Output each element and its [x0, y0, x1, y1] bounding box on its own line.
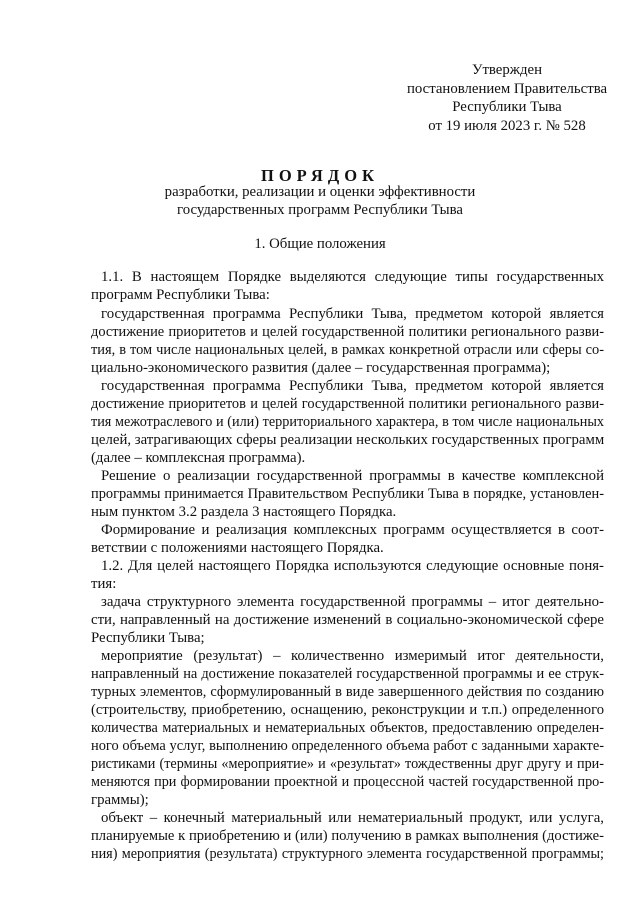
- body-line: мероприятие (результат) – количественно измеримый итог деятельности,: [101, 648, 604, 664]
- body-line: программ Республики Тыва:: [91, 287, 270, 303]
- body-line: турных элементов, сформулированный в виде завершенного действия по созданию: [91, 684, 604, 700]
- body-line: количества материальных и нематериальных объектов, предоставлению определен-: [91, 720, 604, 736]
- body-line: (строительству, приобретению, оснащению, реконструкции и т.п.) определенного: [91, 702, 604, 718]
- body-line: сти, направленный на достижение изменений в социально-экономической сфере: [91, 612, 604, 628]
- document-title: ПОРЯДОК: [261, 166, 379, 185]
- section-heading: 1. Общие положения: [254, 236, 386, 252]
- body-line: Формирование и реализация комплексных программ осуществляется в соот-: [101, 522, 604, 538]
- body-line: направленный на достижение показателей государственной программы и ее струк-: [91, 666, 604, 682]
- body-line: тия:: [91, 576, 117, 592]
- body-line: ветствии с положениями настоящего Порядка.: [91, 540, 384, 556]
- body-line: достижение приоритетов и целей государственной политики регионального разви-: [91, 396, 604, 412]
- body-line: целей, затрагивающих сферы реализации нескольких государственных программ: [91, 432, 605, 448]
- body-line: Решение о реализации государственной программы в качестве комплексной: [101, 468, 604, 484]
- body-line: циально-экономического развития (далее – государственная программа);: [91, 360, 551, 376]
- body-line: ристиками (термины «мероприятие» и «результат» тождественны друг другу и при-: [91, 756, 604, 772]
- body-line: меняются при формировании проектной и процессной частей государственной про-: [91, 774, 604, 790]
- subtitle-line: государственных программ Республики Тыва: [177, 202, 463, 218]
- body-line: тия, в том числе национальных целей, в рамках конкретной отрасли или сферы со-: [91, 342, 604, 358]
- body-line: государственная программа Республики Тыва, предметом которой является: [101, 306, 604, 322]
- body-line: тия межотраслевого и (или) территориального характера, в том числе национальных: [91, 414, 604, 430]
- approval-stamp: [392, 61, 622, 135]
- document-subtitle: [0, 183, 640, 219]
- body-line: планируемые к приобретению и (или) получению в рамках выполнения (достиже-: [91, 828, 604, 844]
- body-line: программы принимается Правительством Республики Тыва в порядке, установлен-: [91, 486, 604, 502]
- body-line: достижение приоритетов и целей государственной политики регионального разви-: [91, 324, 604, 340]
- body-line: ния) мероприятия (результата) структурного элемента государственной программы;: [91, 846, 604, 862]
- body-line: ного объема услуг, выполнению определенного объема работ с заданными характе-: [91, 738, 604, 754]
- body-line: ным пунктом 3.2 раздела 3 настоящего Порядка.: [91, 504, 397, 520]
- body-line: 1.1. В настоящем Порядке выделяются следующие типы государственных: [101, 269, 604, 285]
- approval-line: Республики Тыва: [452, 99, 562, 115]
- approval-line: от 19 июля 2023 г. № 528: [428, 117, 586, 134]
- body-line: граммы);: [91, 792, 149, 808]
- body-line: объект – конечный материальный или нематериальный продукт, или услуга,: [101, 810, 604, 826]
- approval-line: Утвержден: [471, 62, 543, 78]
- body-line: (далее – комплексная программа).: [91, 450, 306, 466]
- subtitle-line: разработки, реализации и оценки эффективности: [164, 184, 476, 200]
- approval-line: постановлением Правительства: [406, 80, 608, 97]
- body-line: задача структурного элемента государственной программы – итог деятельно-: [101, 594, 604, 610]
- body-line: Республики Тыва;: [91, 630, 205, 646]
- body-line: 1.2. Для целей настоящего Порядка используются следующие основные поня-: [101, 558, 604, 574]
- body-line: государственная программа Республики Тыва, предметом которой является: [101, 378, 604, 394]
